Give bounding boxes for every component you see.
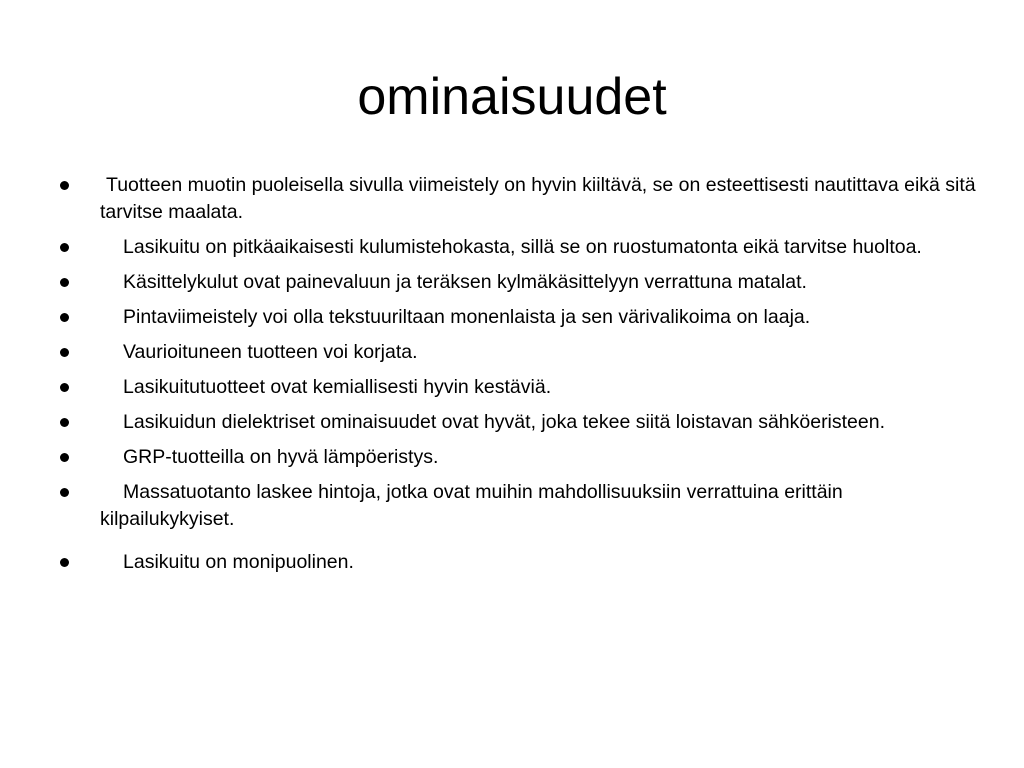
bullet-dot-icon — [60, 243, 69, 252]
bullet-list — [100, 172, 980, 584]
bullet-dot-icon — [60, 313, 69, 322]
bullet-text: Lasikuitu on pitkäaikaisesti kulumistehokasta, sillä se on ruostumatonta eikä tarvitse huoltoa. — [123, 236, 922, 258]
bullet-dot-icon — [60, 418, 69, 427]
bullet-item — [100, 409, 980, 436]
bullet-text: GRP-tuotteilla on hyvä lämpöeristys. — [123, 446, 439, 468]
bullet-item — [100, 269, 980, 296]
bullet-dot-icon — [60, 558, 69, 567]
bullet-dot-icon — [60, 181, 69, 190]
bullet-dot-icon — [60, 278, 69, 287]
bullet-text: Käsittelykulut ovat painevaluun ja teräksen kylmäkäsittelyyn verrattuna matalat. — [123, 271, 807, 293]
bullet-item — [100, 374, 980, 401]
bullet-text: Tuotteen muotin puoleisella sivulla viimeistely on hyvin kiiltävä, se on esteettisesti nautittava eikä sitä tarvitse maalata. — [100, 174, 976, 223]
bullet-item — [100, 479, 980, 533]
bullet-item — [100, 444, 980, 471]
bullet-text: Vaurioituneen tuotteen voi korjata. — [123, 341, 418, 363]
bullet-text: Lasikuitutuotteet ovat kemiallisesti hyvin kestäviä. — [123, 376, 552, 398]
bullet-dot-icon — [60, 488, 69, 497]
bullet-item — [100, 172, 980, 226]
bullet-dot-icon — [60, 348, 69, 357]
bullet-item — [100, 304, 980, 331]
bullet-item — [100, 549, 980, 576]
bullet-text: Lasikuitu on monipuolinen. — [123, 551, 354, 573]
bullet-text: Massatuotanto laskee hintoja, jotka ovat muihin mahdollisuuksiin verrattuina erittäin kilpailukykyiset. — [100, 481, 843, 530]
bullet-item — [100, 234, 980, 261]
bullet-dot-icon — [60, 453, 69, 462]
bullet-text: Pintaviimeistely voi olla tekstuuriltaan monenlaista ja sen värivalikoima on laaja. — [123, 306, 811, 328]
bullet-text: Lasikuidun dielektriset ominaisuudet ovat hyvät, joka tekee siitä loistavan sähköeristeen. — [123, 411, 886, 433]
bullet-item — [100, 339, 980, 366]
slide-title: ominaisuudet — [357, 68, 667, 126]
bullet-dot-icon — [60, 383, 69, 392]
